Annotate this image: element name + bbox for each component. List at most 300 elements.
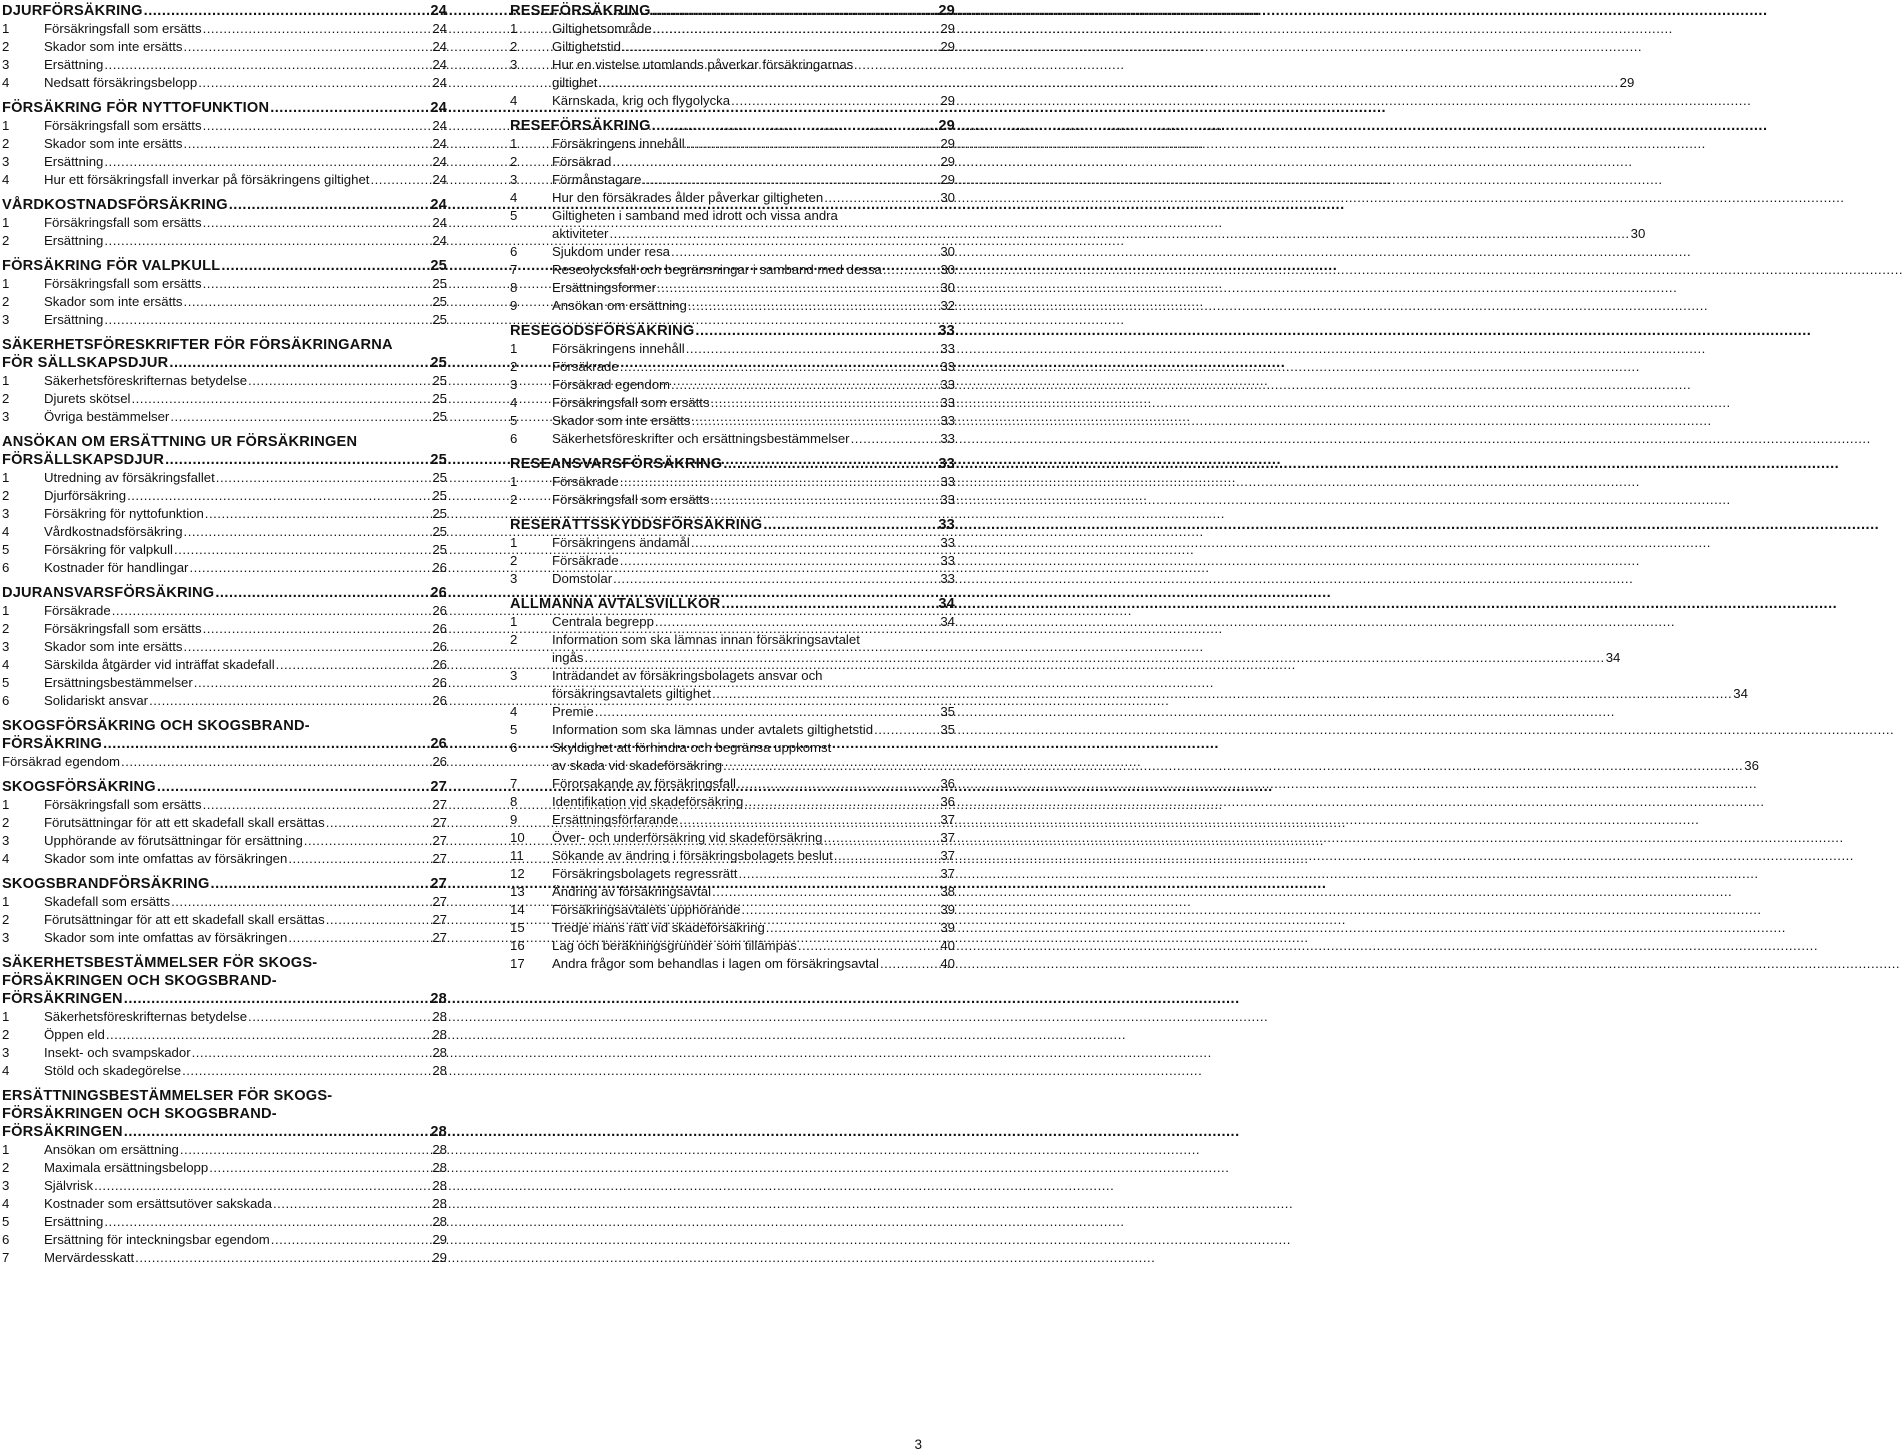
section-heading[interactable]	[2, 990, 447, 1008]
toc-entry[interactable]	[510, 631, 1621, 667]
section-heading[interactable]	[2, 778, 447, 796]
toc-entry[interactable]	[2, 893, 447, 911]
toc-entry[interactable]	[2, 1026, 447, 1044]
entry-title: Försäkring för nyttofunktion	[44, 506, 204, 521]
toc-section	[2, 875, 447, 947]
dot-leader	[655, 613, 939, 631]
entry-number: 7	[510, 262, 518, 277]
toc-entry[interactable]	[2, 832, 447, 850]
toc-entry[interactable]	[510, 811, 955, 829]
dot-leader	[103, 735, 429, 753]
section-title: VÅRDKOSTNADSFÖRSÄKRING	[2, 197, 228, 213]
entry-page-number: 28	[432, 1009, 447, 1024]
section-page-number: 26	[430, 736, 447, 752]
toc-entry[interactable]	[2, 171, 447, 189]
dot-leader	[198, 74, 431, 92]
toc-entry[interactable]	[2, 56, 447, 74]
entry-title: Försäkrad egendom	[2, 754, 121, 769]
entry-number: 4	[510, 704, 518, 719]
section-title-line: SKOGSFÖRSÄKRING OCH SKOGSBRAND-	[2, 718, 310, 734]
entry-page-number: 38	[940, 884, 955, 899]
dot-leader	[203, 275, 432, 293]
toc-section	[2, 433, 447, 577]
toc-entry[interactable]	[2, 1177, 447, 1195]
toc-entry[interactable]	[2, 20, 447, 38]
entry-title: Försäkrade	[44, 603, 111, 618]
toc-entry[interactable]	[510, 865, 955, 883]
entry-title: Premie	[552, 704, 594, 719]
entry-page-number: 28	[432, 1142, 447, 1157]
toc-entry[interactable]	[510, 473, 955, 491]
entry-number: 3	[2, 1178, 10, 1193]
entry-number: 1	[2, 21, 10, 36]
section-heading[interactable]	[510, 2, 955, 20]
entry-title: Ersättningsförfarande	[552, 812, 679, 827]
entry-number: 1	[510, 136, 518, 151]
entry-title: Försäkringsfall som ersätts	[44, 118, 202, 133]
section-heading[interactable]	[2, 99, 447, 117]
entry-last-line	[552, 649, 1620, 667]
section-page-number: 25	[430, 355, 447, 371]
toc-entry[interactable]	[510, 552, 955, 570]
entry-page-number: 35	[940, 722, 955, 737]
dot-leader	[766, 919, 940, 937]
entry-page-number: 24	[432, 75, 447, 90]
section-page-number: 24	[430, 197, 447, 213]
entry-title: Försäkringsfall som ersätts	[44, 21, 202, 36]
entry-number: 5	[510, 722, 518, 737]
dot-leader	[203, 117, 432, 135]
entry-page-number: 37	[940, 848, 955, 863]
entry-page-number: 36	[940, 776, 955, 791]
toc-entry[interactable]	[510, 20, 955, 38]
entry-page-number: 29	[1619, 75, 1635, 90]
toc-entry[interactable]	[510, 883, 955, 901]
entry-page-number: 28	[432, 1045, 447, 1060]
toc-entry[interactable]	[2, 620, 447, 638]
entry-title: Skador som inte ersätts	[44, 639, 183, 654]
entry-page-number: 33	[940, 535, 955, 550]
toc-entry[interactable]	[2, 1249, 447, 1267]
entry-page-number: 33	[940, 395, 955, 410]
toc-entry[interactable]	[510, 534, 955, 552]
dot-leader	[203, 214, 432, 232]
entry-page-number: 33	[940, 359, 955, 374]
entry-page-number: 25	[432, 276, 447, 291]
entry-title: Försäkringsfall som ersätts	[44, 621, 202, 636]
entry-number: 9	[510, 812, 518, 827]
entry-title: Sökande av ändring i försäkringsbolagets beslut	[552, 848, 833, 863]
toc-entry[interactable]	[510, 279, 955, 297]
toc-entry[interactable]	[510, 340, 955, 358]
page-number: 3	[914, 1437, 922, 1452]
toc-section	[2, 778, 447, 868]
section-heading[interactable]	[2, 735, 447, 753]
toc-entry[interactable]	[510, 38, 955, 56]
toc-entry[interactable]	[510, 901, 955, 919]
entry-title: Mervärdesskatt	[44, 1250, 135, 1265]
entry-number: 3	[2, 506, 10, 521]
dot-leader	[598, 74, 1618, 92]
toc-entry[interactable]	[510, 135, 955, 153]
dot-leader	[127, 487, 431, 505]
entry-body	[552, 667, 1748, 703]
toc-entry[interactable]	[2, 1231, 447, 1249]
section-title: DJURANSVARSFÖRSÄKRING	[2, 585, 215, 601]
section-heading[interactable]	[2, 196, 447, 214]
entry-page-number: 33	[940, 377, 955, 392]
entry-last-line	[552, 685, 1748, 703]
entry-page-number: 40	[940, 938, 955, 953]
section-heading[interactable]	[2, 1123, 447, 1141]
toc-entry[interactable]	[2, 523, 447, 541]
dot-leader	[737, 775, 939, 793]
entry-title: Ändring av försäkringsavtal	[552, 884, 712, 899]
entry-title: Hur den försäkrades ålder påverkar giltigheten	[552, 190, 824, 205]
dot-leader	[104, 232, 431, 250]
toc-entry[interactable]	[510, 775, 955, 793]
entry-number: 3	[510, 377, 518, 392]
section-heading[interactable]	[2, 257, 447, 275]
toc-entry[interactable]	[510, 721, 955, 739]
dot-leader	[642, 171, 939, 189]
dot-leader	[620, 358, 940, 376]
toc-entry[interactable]	[510, 243, 955, 261]
entry-title: Försäkringsfall som ersätts	[44, 797, 202, 812]
entry-title: Ersättningsbestämmelser	[44, 675, 193, 690]
toc-entry[interactable]	[510, 847, 955, 865]
dot-leader	[721, 595, 937, 613]
dot-leader	[741, 901, 939, 919]
entry-title: Skador som inte ersätts	[552, 413, 691, 428]
dot-leader	[652, 2, 938, 20]
toc-entry[interactable]	[2, 929, 447, 947]
entry-page-number: 33	[940, 341, 955, 356]
toc-entry[interactable]	[510, 376, 955, 394]
toc-entry[interactable]	[510, 667, 1748, 703]
toc-entry[interactable]	[2, 674, 447, 692]
dot-leader	[205, 505, 432, 523]
toc-entry[interactable]	[510, 793, 955, 811]
entry-title: Försäkringens innehåll	[552, 136, 685, 151]
entry-page-number: 27	[432, 912, 447, 927]
entry-page-number: 24	[432, 21, 447, 36]
toc-entry[interactable]	[510, 491, 955, 509]
section-page-number: 24	[430, 100, 447, 116]
toc-section	[2, 2, 447, 92]
entry-page-number: 37	[940, 830, 955, 845]
dot-leader	[209, 1159, 431, 1177]
toc-entry[interactable]	[510, 207, 1646, 243]
entry-title: Ersättning	[44, 233, 104, 248]
toc-section	[2, 717, 447, 771]
toc-entry[interactable]	[2, 850, 447, 868]
dot-leader	[189, 559, 431, 577]
entry-title: Över- och underförsäkring vid skadeförsäkring	[552, 830, 823, 845]
entry-title-line: Giltigheten i samband med idrott och vissa andra	[552, 208, 838, 223]
entry-title: Försäkrade	[552, 474, 619, 489]
toc-entry[interactable]	[2, 541, 447, 559]
entry-page-number: 25	[432, 373, 447, 388]
section-page-number: 27	[430, 876, 447, 892]
toc-entry[interactable]	[510, 56, 1635, 92]
dot-leader	[184, 38, 432, 56]
dot-leader	[288, 929, 431, 947]
toc-entry[interactable]	[510, 703, 955, 721]
entry-page-number: 33	[940, 571, 955, 586]
entry-number: 11	[510, 848, 524, 863]
entry-title: Skador som inte ersätts	[44, 294, 183, 309]
entry-number: 7	[2, 1250, 10, 1265]
entry-title-line: Information som ska lämnas innan försäkringsavtalet	[552, 632, 860, 647]
entry-number: 2	[2, 1160, 10, 1175]
entry-title: Djurförsäkring	[44, 488, 127, 503]
toc-entry[interactable]	[2, 796, 447, 814]
entry-number: 17	[510, 956, 525, 971]
section-heading[interactable]	[2, 584, 447, 602]
entry-page-number: 26	[432, 675, 447, 690]
dot-leader	[763, 516, 937, 534]
entry-number: 2	[2, 815, 10, 830]
toc-entry[interactable]	[510, 955, 955, 973]
section-heading[interactable]	[510, 117, 955, 135]
toc-entry[interactable]	[2, 390, 447, 408]
toc-entry[interactable]	[510, 189, 955, 207]
dot-leader	[711, 394, 940, 412]
dot-leader	[671, 243, 939, 261]
toc-entry[interactable]	[2, 559, 447, 577]
dot-leader	[174, 541, 431, 559]
section-page-number: 33	[938, 456, 955, 472]
entry-page-number: 24	[432, 215, 447, 230]
dot-leader	[211, 875, 430, 893]
entry-title: Försäkringens innehåll	[552, 341, 685, 356]
section-page-number: 27	[430, 779, 447, 795]
toc-entry[interactable]	[2, 232, 447, 250]
section-page-number: 29	[938, 3, 955, 19]
entry-number: 1	[2, 118, 10, 133]
toc-entry[interactable]	[2, 74, 447, 92]
toc-entry[interactable]	[510, 394, 955, 412]
entry-number: 1	[510, 21, 518, 36]
entry-number: 13	[510, 884, 525, 899]
entry-title: aktiviteter	[552, 226, 609, 241]
entry-title: Öppen eld	[44, 1027, 105, 1042]
toc-entry[interactable]	[2, 408, 447, 426]
section-page-number: 24	[430, 3, 447, 19]
entry-title-line: Inträdandet av försäkringsbolagets ansvar och	[552, 668, 823, 683]
entry-number: 4	[510, 93, 518, 108]
entry-page-number: 28	[432, 1178, 447, 1193]
entry-page-number: 27	[432, 815, 447, 830]
toc-entry[interactable]	[2, 38, 447, 56]
entry-page-number: 30	[940, 262, 955, 277]
section-page-number: 25	[430, 258, 447, 274]
toc-entry[interactable]	[510, 297, 955, 315]
section-heading[interactable]	[510, 322, 955, 340]
toc-entry[interactable]	[510, 613, 955, 631]
entry-title: Hur ett försäkringsfall inverkar på försäkringens giltighet	[44, 172, 370, 187]
dot-leader	[104, 153, 431, 171]
toc-entry[interactable]	[510, 92, 955, 110]
section-title: SKOGSBRANDFÖRSÄKRING	[2, 876, 210, 892]
toc-entry[interactable]	[510, 261, 955, 279]
section-title-line: SÄKERHETSFÖRESKRIFTER FÖR FÖRSÄKRINGARNA	[2, 337, 393, 353]
dot-leader	[686, 340, 940, 358]
toc-entry[interactable]	[2, 753, 447, 771]
entry-page-number: 36	[940, 794, 955, 809]
toc-entry[interactable]	[510, 171, 955, 189]
entry-title: Förmånstagare	[552, 172, 642, 187]
toc-entry[interactable]	[2, 117, 447, 135]
entry-page-number: 37	[940, 866, 955, 881]
section-heading[interactable]	[2, 875, 447, 893]
toc-entry[interactable]	[510, 358, 955, 376]
entry-number: 1	[2, 470, 10, 485]
section-page-number: 29	[938, 118, 955, 134]
section-heading[interactable]	[510, 455, 955, 473]
toc-entry[interactable]	[510, 937, 955, 955]
dot-leader	[144, 2, 430, 20]
toc-entry[interactable]	[2, 293, 447, 311]
dot-leader	[273, 1195, 431, 1213]
dot-leader	[304, 832, 432, 850]
toc-entry[interactable]	[2, 275, 447, 293]
entry-page-number: 33	[940, 492, 955, 507]
toc-entry[interactable]	[2, 1213, 447, 1231]
dot-leader	[686, 135, 940, 153]
entry-page-number: 27	[432, 797, 447, 812]
entry-number: 3	[510, 571, 518, 586]
dot-leader	[744, 793, 939, 811]
toc-entry[interactable]	[2, 135, 447, 153]
toc-entry[interactable]	[2, 1195, 447, 1213]
dot-leader	[106, 1026, 431, 1044]
dot-leader	[609, 225, 1629, 243]
entry-page-number: 29	[940, 21, 955, 36]
entry-title: Försäkring för valpkull	[44, 542, 173, 557]
section-heading[interactable]	[2, 2, 447, 20]
toc-entry[interactable]	[2, 311, 447, 329]
section-title: RESEFÖRSÄKRING	[510, 118, 651, 134]
section-page-number: 25	[430, 452, 447, 468]
toc-entry[interactable]	[2, 911, 447, 929]
entry-number: 4	[2, 75, 10, 90]
entry-title: Försäkrade	[552, 359, 619, 374]
entry-page-number: 24	[432, 39, 447, 54]
entry-last-line	[552, 225, 1645, 243]
section-title: FÖRSÄKRING	[2, 736, 103, 752]
toc-entry[interactable]	[2, 1141, 447, 1159]
toc-entry[interactable]	[2, 1044, 447, 1062]
toc-entry[interactable]	[2, 372, 447, 390]
section-title: SKOGSFÖRSÄKRING	[2, 779, 156, 795]
dot-leader	[288, 850, 431, 868]
toc-entry[interactable]	[2, 1062, 447, 1080]
section-page-number: 33	[938, 517, 955, 533]
dot-leader	[326, 911, 432, 929]
toc-entry[interactable]	[510, 829, 955, 847]
entry-title: Säkerhetsföreskrifternas betydelse	[44, 373, 248, 388]
entry-number: 5	[510, 208, 518, 223]
toc-entry[interactable]	[510, 430, 955, 448]
entry-number: 2	[510, 492, 518, 507]
entry-number: 4	[2, 1063, 10, 1078]
dot-leader	[271, 1231, 432, 1249]
toc-entry[interactable]	[2, 814, 447, 832]
section-heading[interactable]	[2, 451, 447, 469]
entry-page-number: 33	[940, 413, 955, 428]
dot-leader	[121, 753, 431, 771]
entry-last-line	[552, 757, 1759, 775]
entry-title: Försäkringsfall som ersätts	[44, 276, 202, 291]
entry-page-number: 25	[432, 524, 447, 539]
toc-entry[interactable]	[510, 153, 955, 171]
dot-leader	[124, 1123, 430, 1141]
toc-entry[interactable]	[2, 656, 447, 674]
toc-entry[interactable]	[510, 570, 955, 588]
dot-leader	[711, 491, 940, 509]
toc-entry[interactable]	[2, 214, 447, 232]
entry-title: Sjukdom under resa	[552, 244, 671, 259]
toc-entry[interactable]	[2, 153, 447, 171]
section-title: RESEANSVARSFÖRSÄKRING	[510, 456, 723, 472]
toc-section	[2, 336, 447, 426]
entry-title: Djurets skötsel	[44, 391, 131, 406]
toc-entry[interactable]	[510, 739, 1759, 775]
entry-page-number: 25	[432, 409, 447, 424]
toc-entry[interactable]	[2, 692, 447, 710]
entry-number: 6	[2, 1232, 10, 1247]
entry-page-number: 30	[1630, 226, 1646, 241]
toc-entry[interactable]	[2, 1008, 447, 1026]
entry-page-number: 40	[940, 956, 955, 971]
section-title: RESEGODSFÖRSÄKRING	[510, 323, 695, 339]
section-heading[interactable]	[2, 354, 447, 372]
entry-title: giltighet	[552, 75, 598, 90]
section-title: RESERÄTTSSKYDDSFÖRSÄKRING	[510, 517, 763, 533]
toc-entry[interactable]	[510, 919, 955, 937]
dot-leader	[613, 570, 939, 588]
toc-entry[interactable]	[510, 412, 955, 430]
entry-number: 3	[2, 154, 10, 169]
toc-entry[interactable]	[2, 638, 447, 656]
dot-leader	[104, 311, 431, 329]
entry-page-number: 30	[940, 190, 955, 205]
dot-leader	[823, 829, 939, 847]
entry-number: 4	[2, 657, 10, 672]
entry-title: Ansökan om ersättning	[552, 298, 687, 313]
dot-leader	[671, 376, 939, 394]
section-heading[interactable]	[510, 516, 955, 534]
entry-number: 6	[510, 740, 518, 755]
entry-title: ingås	[552, 650, 584, 665]
toc-entry[interactable]	[2, 469, 447, 487]
toc-entry[interactable]	[2, 1159, 447, 1177]
entry-title: Kostnader för handlingar	[44, 560, 189, 575]
toc-entry[interactable]	[2, 487, 447, 505]
entry-title: Försäkringsavtalets upphörande	[552, 902, 741, 917]
section-heading[interactable]	[510, 595, 955, 613]
entry-page-number: 34	[1733, 686, 1748, 701]
toc-entry[interactable]	[2, 602, 447, 620]
entry-number: 4	[2, 172, 10, 187]
entry-body	[552, 631, 1620, 667]
toc-entry[interactable]	[2, 505, 447, 523]
entry-page-number: 29	[940, 136, 955, 151]
entry-page-number: 29	[940, 39, 955, 54]
dot-leader	[170, 408, 431, 426]
